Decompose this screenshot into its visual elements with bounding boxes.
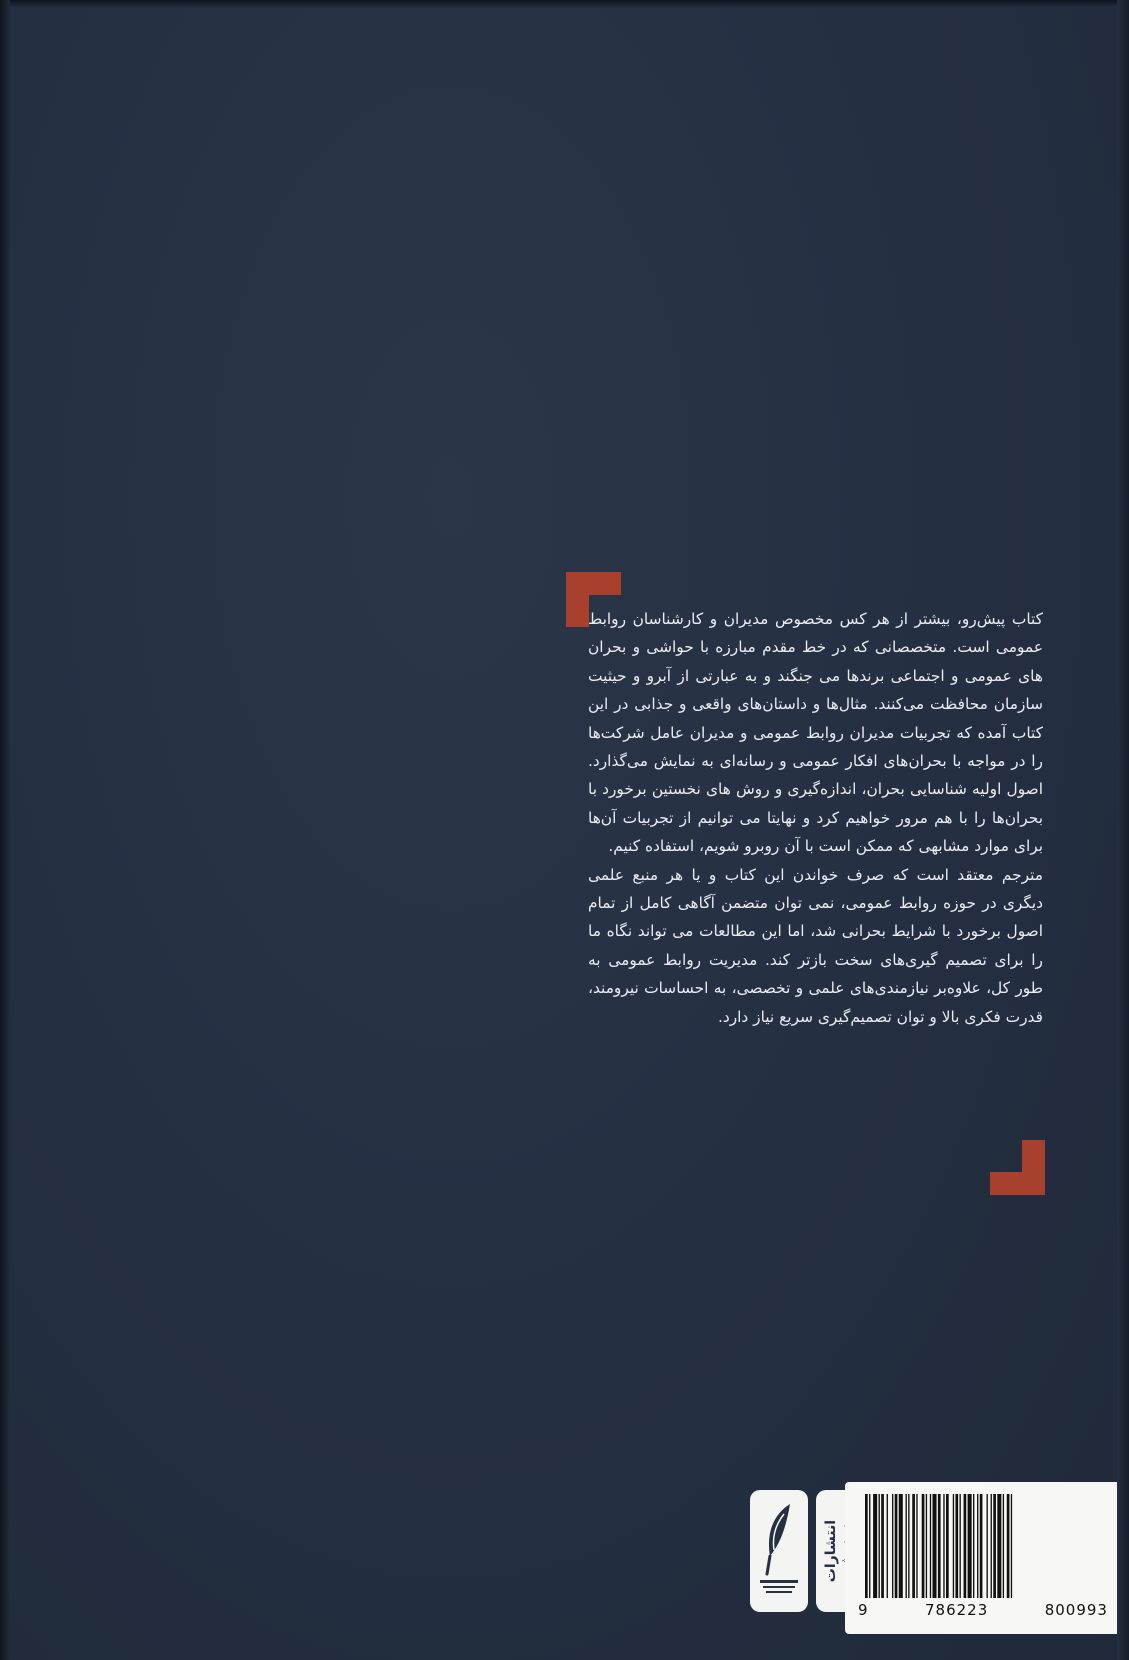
publisher-name-line-1: انتشارات [823,1519,839,1583]
barcode-bar [968,1494,972,1598]
barcode-bar [960,1494,961,1598]
barcode-bar [1011,1494,1012,1598]
isbn-digit-prefix: 9 [858,1601,869,1619]
publisher-quill-logo [750,1490,808,1612]
barcode-bar [916,1494,917,1598]
barcode-bar [908,1494,909,1598]
barcode-bar [895,1494,898,1598]
barcode-bar [892,1494,893,1598]
barcode-bar [912,1494,915,1598]
barcode-bar [943,1494,944,1598]
barcode-bar [926,1494,927,1598]
barcode-bar [946,1494,949,1598]
blurb-paragraph-2: مترجم معتقد است که صرف خواندن این کتاب و یا هر منبع علمی دیگری در حوزه روابط عمومی، نمی توان متضمن آگاهی کامل از تمام اصول برخورد با شرایط بحرانی شد، اما این مطالعات می تواند نگاه ما را برای تصمیم گیری‌های سخت بازتر کند. مدیریت روابط عمومی به طور کل، علاوه‌بر نیازمندی‌های علمی و تخصصی، به احساسات نیرومند، قدرت فکری بالا و توان تصمیم‌گیری سریع نیاز دارد. [588,865,1043,1026]
barcode-bar [879,1494,880,1598]
cover-right-edge [1117,0,1129,1660]
cover-left-edge [0,0,10,1660]
barcode-bar [991,1494,992,1598]
isbn-digit-group-1: 786223 [925,1601,989,1619]
barcode-bar [869,1494,870,1598]
barcode-bar [938,1494,941,1598]
barcode-bar [987,1494,988,1598]
blurb-paragraph-1: کتاب پیش‌رو، بیشتر از هر کس مخصوص مدیران و کارشناسان روابط عمومی است. متخصصانی که در خط مقدم مبارزه با حواشی و بحران های عمومی و اجتماعی برندها می جنگند و به عبارتی از آبرو و حیثیت سازمان محافظت می‌کنند. مثال‌ها و داستان‌های واقعی و جذابی در این کتاب آمده که تجربیات مدیران روابط عمومی و مدیران عامل شرکت‌ها را در مواجه با بحران‌های افکار عمومی و رسانه‌ای به نمایش می‌گذارد. اصول اولیه شناسایی بحران، اندازه‌گیری و روش های نخستین برخورد با بحران‌ها را با هم مرور خواهیم کرد و نهایتا می توانیم از تجربیات آن‌ها برای موارد مشابهی که ممکن است با آن روبرو شویم، استفاده کنیم. [588,610,1043,856]
barcode-bar [922,1494,925,1598]
barcode-bars [863,1494,1103,1598]
cover-top-edge [0,0,1129,8]
barcode-bar [977,1494,978,1598]
barcode-bar [899,1494,903,1598]
isbn-digits [858,1600,1108,1620]
red-bracket-bottom-right [990,1140,1045,1195]
barcode-bar [933,1494,937,1598]
barcode-bar [993,1494,996,1598]
barcode-bar [865,1494,868,1598]
barcode-bar [953,1494,954,1598]
barcode-bar [873,1494,877,1598]
quill-icon [750,1490,808,1612]
barcode-bar [997,1494,1001,1598]
barcode-bar [906,1494,907,1598]
barcode-bar [964,1494,967,1598]
barcode-bar [887,1494,888,1598]
barcode-bar [955,1494,958,1598]
back-cover-blurb [588,605,1043,1031]
barcode-bar [881,1494,884,1598]
barcode-bar [930,1494,931,1598]
barcode-bar [1007,1494,1010,1598]
isbn-digit-group-2: 800993 [1044,1601,1108,1619]
barcode-bar [980,1494,983,1598]
barcode-bar [1003,1494,1004,1598]
barcode-bar [973,1494,974,1598]
